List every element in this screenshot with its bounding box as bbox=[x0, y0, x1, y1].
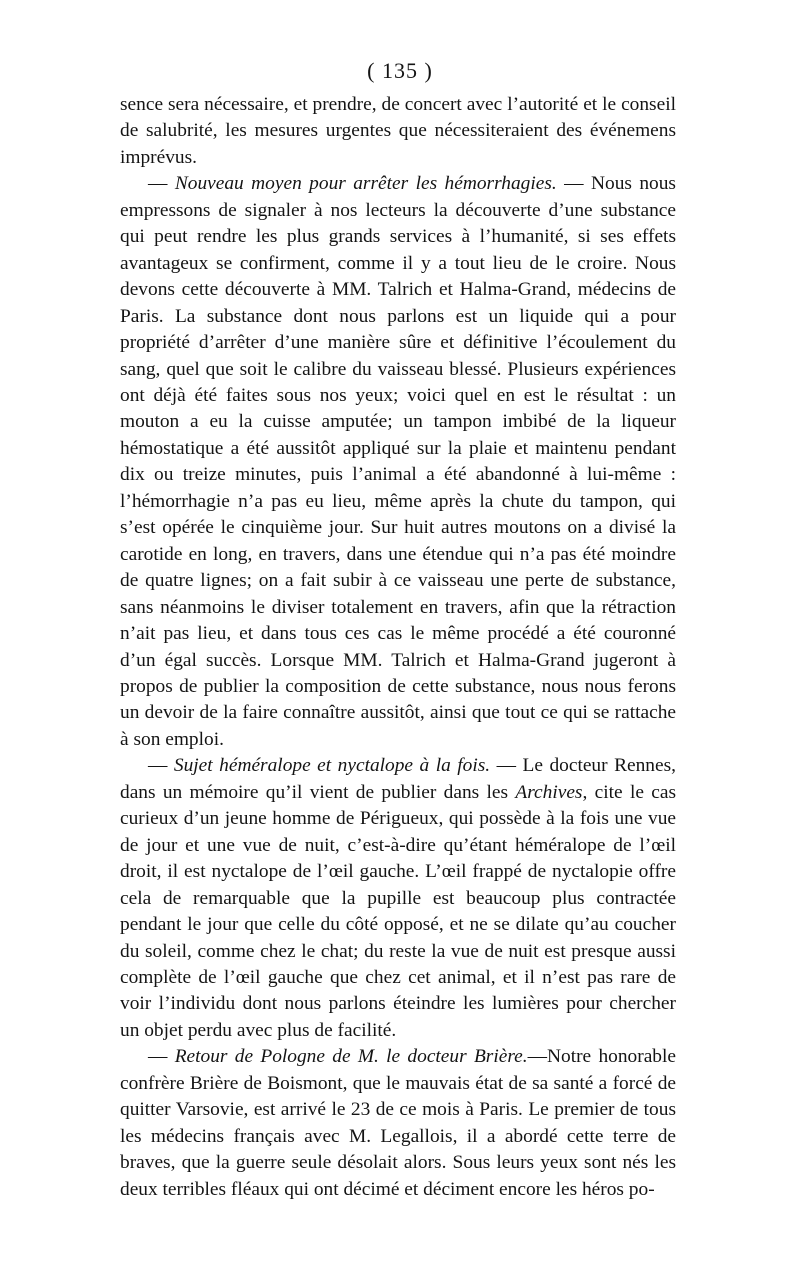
journal-title: Archives bbox=[515, 781, 583, 803]
paragraph-text: — Nous nous empressons de signaler à nos lecteurs la découverte d’une substance qui peut rendre les plus grands services à l’humanité, si ses effets avantageux se confirment, comme il y a tout lieu de le croire. Nous devons cette découverte à MM. Talrich et Halma-Grand, médecins de Paris. La substance dont nous parlons est un liquide qui a pour propriété d’arrêter d’une manière sûre et définitive l’écoulement du sang, quel que soit le calibre du vaisseau blessé. Plusieurs expériences ont déjà été faites sous nos yeux; voici quel en est le résultat : un mouton a eu la cuisse amputée; un tampon imbibé de la liqueur hémostatique a été aussitôt appliqué sur la plaie et maintenu pendant dix ou treize minutes, puis l’animal a été abandonné à lui-même : l’hémorrhagie n’a pas eu lieu, même après la chute du tampon, qui s’est opérée le cinquième jour. Sur huit autres moutons on a divisé la carotide en long, en travers, dans une étendue qui n’a pas été moindre de quatre lignes; on a fait subir à ce vaisseau une perte de substance, sans néanmoins le diviser totalement en travers, afin que la rétraction n’ait pas lieu, et dans tous ces cas le même procédé a été couronné d’un égal succès. Lorsque MM. Talrich et Halma-Grand jugeront à propos de publier la composition de cette substance, nous nous ferons un devoir de la faire connaître aussitôt, ainsi que tout ce qui se rattache à son emploi. bbox=[120, 173, 676, 750]
paragraph-retour bbox=[120, 1044, 676, 1203]
paragraph-text: , cite le cas curieux d’un jeune homme de Périgueux, qui possède à la fois une vue de jour et une vue de nuit, c’est-à-dire qu’étant héméralope de l’œil droit, il est nyctalope de l’œil gauche. L’œil frappé de nyctalopie offre cela de remarquable que la pupille est beaucoup plus contractée pendant le jour que celle du côté opposé, et ne se dilate qu’au coucher du soleil, comme chez le chat; du reste la vue de nuit est presque aussi complète de l’œil gauche que chez cet animal, et il n’est pas rare de voir l’individu dont nous parlons éteindre les lumières pour chercher un objet perdu avec plus de facilité. bbox=[120, 781, 677, 1041]
paragraph-hemorrhagies bbox=[120, 171, 676, 753]
paragraph-text: sence sera nécessaire, et prendre, de concert avec l’autorité et le conseil de salubrité, les mesures urgentes que nécessiteraient des événemens imprévus. bbox=[120, 94, 676, 168]
paragraph-lead: — bbox=[148, 173, 175, 195]
section-title: Sujet héméralope et nyctalope à la fois. bbox=[173, 755, 491, 777]
section-title: Nouveau moyen pour arrêter les hémorrhagies. bbox=[174, 173, 557, 195]
section-title: Retour de Pologne de M. le docteur Brière. bbox=[174, 1046, 528, 1068]
paragraph-text: —Notre honorable confrère Brière de Boismont, que le mauvais état de sa santé a forcé de quitter Varsovie, est arrivé le 23 de ce mois à Paris. Le premier de tous les médecins français avec M. Legallois, il a abordé cette terre de braves, que la guerre seule désolait alors. Sous leurs yeux sont nés les deux terribles fléaux qui ont décimé et déciment encore les héros po- bbox=[120, 1046, 676, 1200]
paragraph-text: — Le docteur Rennes, dans un mémoire qu’il vient de publier dans les bbox=[120, 755, 677, 803]
paragraph-nyctalope bbox=[120, 753, 676, 1044]
paragraph-lead: — bbox=[148, 1046, 175, 1068]
page-body bbox=[120, 92, 676, 1203]
paragraph-lead: — bbox=[148, 755, 174, 777]
paragraph-continuation bbox=[120, 92, 676, 171]
page-number: ( 135 ) bbox=[367, 58, 433, 83]
